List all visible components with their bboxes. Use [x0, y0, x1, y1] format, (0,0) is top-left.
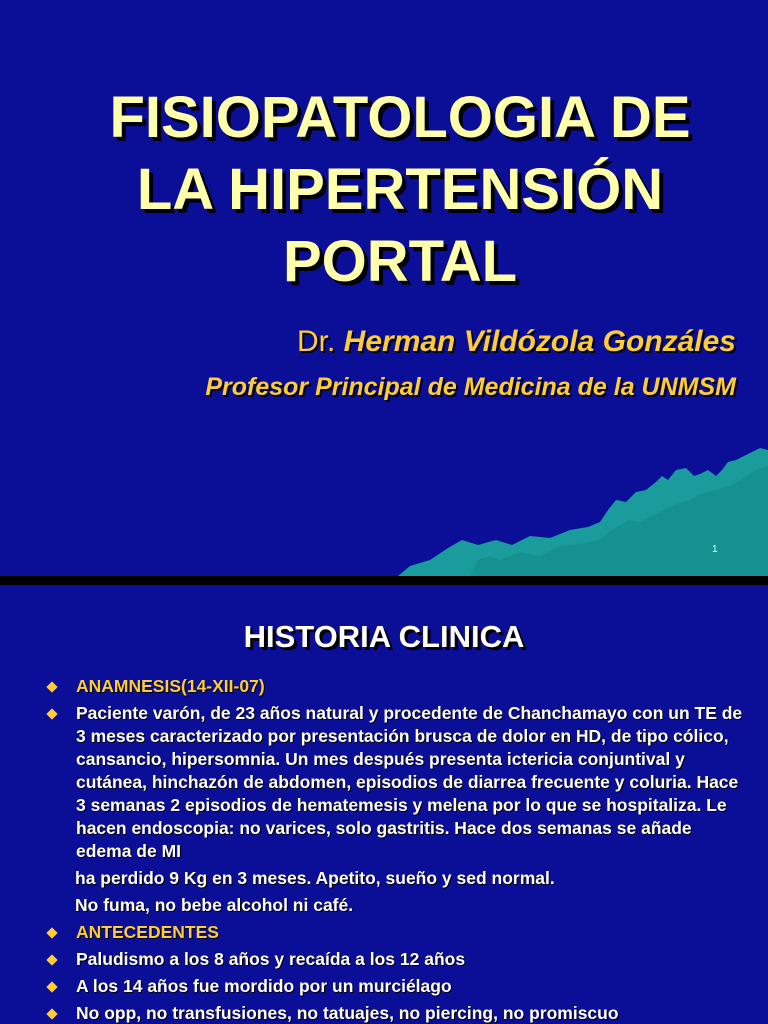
bullet-text: A los 14 años fue mordido por un murciélago [76, 976, 452, 996]
diamond-bullet-icon [46, 1008, 57, 1019]
slide-title: HISTORIA CLINICA [243, 619, 525, 654]
bullet-item [44, 675, 744, 698]
diamond-bullet-icon [46, 954, 57, 965]
slide-2 [0, 585, 768, 1024]
bullet-text: ha perdido 9 Kg en 3 meses. Apetito, sueño y sed normal. [75, 868, 555, 888]
author-affiliation: Profesor Principal de Medicina de la UNMSM [205, 373, 736, 401]
diamond-bullet-icon [46, 981, 57, 992]
diamond-bullet-icon [46, 927, 57, 938]
bullet-text: Paciente varón, de 23 años natural y procedente de Chanchamayo con un TE de 3 meses caracterizado por presentación brusca de dolor en HD, de tipo cólico, cansancio, hipersomnia. Un mes después presenta ictericia conjuntival y cutánea, hinchazón de abdomen, episodios de diarrea frecuente y coluria. Hace 3 semanas 2 episodios de hematemesis y melena por lo que se hospitaliza. Le hacen endoscopia: no varices, solo gastritis. Hace dos semanas se añade edema de MI [76, 703, 743, 861]
bullet-item [44, 867, 744, 890]
bullet-text: ANTECEDENTES [76, 922, 219, 942]
bullet-item [44, 975, 744, 998]
bullet-item [44, 702, 744, 863]
bullet-list [44, 675, 744, 1024]
title-line: LA HIPERTENSIÓN [136, 157, 664, 222]
bullet-text: Paludismo a los 8 años y recaída a los 12 años [76, 949, 466, 969]
page-number: 1 [712, 544, 718, 555]
diamond-bullet-icon [46, 708, 57, 719]
author-prefix: Dr. [296, 325, 336, 358]
bullet-text: No fuma, no bebe alcohol ni café. [75, 895, 354, 915]
bullet-item [44, 1002, 744, 1024]
bullet-item [44, 948, 744, 971]
title-line: PORTAL [282, 229, 518, 294]
bullet-text: ANAMNESIS(14-XII-07) [76, 676, 265, 696]
bullet-text: No opp, no transfusiones, no tatuajes, no piercing, no promiscuo [76, 1003, 619, 1023]
slide-title [60, 82, 740, 298]
diamond-bullet-icon [46, 681, 57, 692]
author-name: Herman Vildózola Gonzáles [343, 325, 736, 358]
bullet-item [44, 894, 744, 917]
bullet-item [44, 921, 744, 944]
author-line [297, 322, 736, 362]
title-line: FISIOPATOLOGIA DE [109, 85, 691, 150]
